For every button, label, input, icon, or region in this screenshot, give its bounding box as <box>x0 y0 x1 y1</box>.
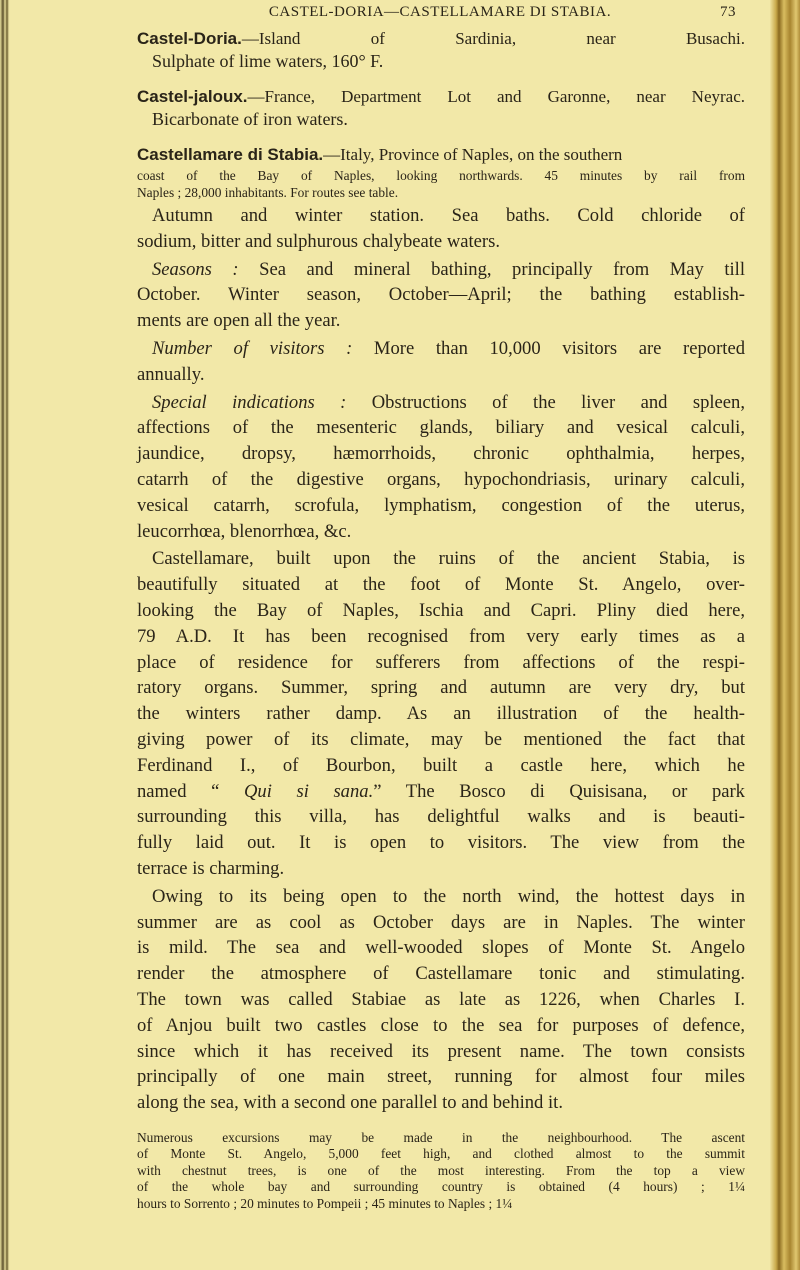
italic-lead: Number of visitors : <box>152 337 353 359</box>
text-line: October. Winter season, October—April; the bathing establish- <box>137 284 745 306</box>
text-line: affections of the mesenteric glands, biliary and vesical calculi, <box>137 417 745 439</box>
text-line: Bicarbonate of iron waters. <box>152 109 348 129</box>
line-text: named “ <box>137 780 244 802</box>
book-gutter <box>0 0 10 1270</box>
page-edge <box>770 0 800 1270</box>
text-line: giving power of its climate, may be mentioned the fact that <box>137 728 745 750</box>
italic-lead: Special indications : <box>152 391 347 413</box>
line-text: More than 10,000 visitors are reported <box>352 337 745 359</box>
entry-heading-block <box>137 28 745 72</box>
entry-heading-block <box>137 144 745 166</box>
text-line: The town was called Stabiae as late as 1226, when Charles I. <box>137 988 745 1010</box>
paragraph <box>137 390 745 545</box>
entry-title: Castellamare di Stabia. <box>137 145 324 164</box>
text-line: of the whole bay and surrounding country is obtained (4 hours) ; 1¼ <box>137 1179 745 1195</box>
text-line: summer are as cool as October days are in Naples. The winter <box>137 911 745 933</box>
text-line: looking the Bay of Naples, Ischia and Capri. Pliny died here, <box>137 599 745 621</box>
text-line: beautifully situated at the foot of Monte St. Angelo, over- <box>137 574 745 596</box>
text-line: Numerous excursions may be made in the neighbourhood. The ascent <box>137 1129 745 1145</box>
text-line: vesical catarrh, scrofula, lymphatism, congestion of the uterus, <box>137 494 745 516</box>
line-text: ” The Bosco di Quisisana, or park <box>373 780 745 802</box>
paragraph <box>137 203 745 255</box>
text-line <box>137 390 745 416</box>
line-text: Obstructions of the liver and spleen, <box>346 391 745 413</box>
text-line: surrounding this villa, has delightful walks and is beauti- <box>137 806 745 828</box>
text-line: annually. <box>137 363 205 385</box>
italic-lead: Seasons : <box>152 258 239 280</box>
text-line: leucorrhœa, blenorrhœa, &c. <box>137 520 352 542</box>
text-line: principally of one main street, running for almost four miles <box>137 1066 745 1088</box>
paragraph <box>137 884 745 1116</box>
text-line: Naples ; 28,000 inhabitants. For routes see table. <box>137 184 399 200</box>
line-text: —Island of Sardinia, near Busachi. <box>241 29 745 48</box>
page-header <box>130 4 750 26</box>
text-line <box>137 336 745 362</box>
text-line: jaundice, dropsy, hæmorrhoids, chronic ophthalmia, herpes, <box>137 443 745 465</box>
running-title: CASTEL-DORIA—CASTELLAMARE DI STABIA. <box>268 4 612 20</box>
text-line: Owing to its being open to the north wind, the hottest days in <box>152 885 745 907</box>
entry-title: Castel-Doria. <box>137 29 242 48</box>
text-line: Castellamare, built upon the ruins of the ancient Stabia, is <box>152 548 745 570</box>
text-line <box>137 144 745 166</box>
text-line: coast of the Bay of Naples, looking northwards. 45 minutes by rail from <box>137 168 745 183</box>
text-line: is mild. The sea and well-wooded slopes of Monte St. Angelo <box>137 937 745 959</box>
text-line <box>137 86 745 108</box>
text-line: since which it has received its present name. The town consists <box>137 1040 745 1062</box>
text-line <box>137 28 745 50</box>
line-text: Sea and mineral bathing, principally from May till <box>238 258 745 280</box>
text-line: fully laid out. It is open to visitors. The view from the <box>137 832 745 854</box>
text-line: ratory organs. Summer, spring and autumn are very dry, but <box>137 677 745 699</box>
text-line: hours to Sorrento ; 20 minutes to Pompeii ; 45 minutes to Naples ; 1¼ <box>137 1195 513 1211</box>
paragraph <box>137 257 745 334</box>
text-line: sodium, bitter and sulphurous chalybeate waters. <box>137 230 501 252</box>
small-print-block <box>137 168 745 201</box>
entry-heading-block <box>137 86 745 130</box>
text-line <box>137 779 745 805</box>
text-line: ments are open all the year. <box>137 310 341 332</box>
italic-quote: Qui si sana. <box>243 780 374 802</box>
paragraph <box>137 336 745 388</box>
text-line: with chestnut trees, is one of the most interesting. From the top a view <box>137 1162 745 1178</box>
text-line: terrace is charming. <box>137 857 285 879</box>
text-line: of Monte St. Angelo, 5,000 feet high, and clothed almost to the summit <box>137 1146 745 1162</box>
text-line: 79 A.D. It has been recognised from very early times as a <box>137 625 745 647</box>
text-line: Ferdinand I., of Bourbon, built a castle here, which he <box>137 754 745 776</box>
line-text: —Italy, Province of Naples, on the southern <box>323 145 623 164</box>
text-line: along the sea, with a second one parallel to and behind it. <box>137 1092 563 1114</box>
line-text: —France, Department Lot and Garonne, near Neyrac. <box>247 87 745 106</box>
paragraph <box>137 546 745 881</box>
text-line: place of residence for sufferers from affections of the respi- <box>137 651 745 673</box>
text-line: Autumn and winter station. Sea baths. Cold chloride of <box>152 205 745 226</box>
small-print-block <box>137 1130 745 1213</box>
page-content <box>137 28 745 1226</box>
text-line: catarrh of the digestive organs, hypochondriasis, urinary calculi, <box>137 468 745 490</box>
entry-title: Castel-jaloux. <box>137 87 248 106</box>
text-line: the winters rather damp. As an illustration of the health- <box>137 703 745 725</box>
text-line: render the atmosphere of Castellamare tonic and stimulating. <box>137 963 745 985</box>
text-line: of Anjou built two castles close to the sea for purposes of defence, <box>137 1014 745 1036</box>
text-line: Sulphate of lime waters, 160° F. <box>152 51 384 71</box>
page-number: 73 <box>720 4 736 20</box>
text-line <box>137 257 745 283</box>
